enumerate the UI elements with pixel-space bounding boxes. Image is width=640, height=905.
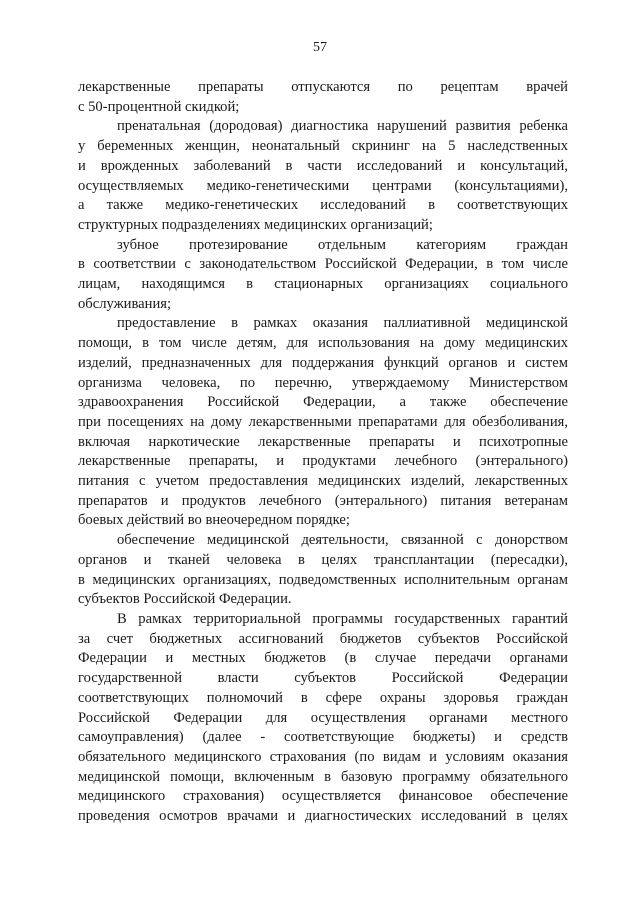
text-line: органов и тканей человека в целях трансплантации (пересадки), xyxy=(78,551,568,568)
text-line: субъектов Российской Федерации. xyxy=(78,591,292,608)
page-number: 57 xyxy=(313,40,327,55)
text-line: включая наркотические лекарственные препараты и психотропные xyxy=(78,433,568,450)
text-line: боевых действий во внеочередном порядке; xyxy=(78,512,350,529)
text-line: Российской Федерации для осуществления органами местного xyxy=(78,709,568,726)
text-line: В рамках территориальной программы государственных гарантий xyxy=(117,610,568,627)
text-line: лекарственные препараты отпускаются по рецептам врачей xyxy=(78,79,568,95)
text-line: за счет бюджетных ассигнований бюджетов субъектов Российской xyxy=(78,630,568,647)
text-line: пренатальная (дородовая) диагностика нарушений развития ребенка xyxy=(117,118,568,135)
text-line: предоставление в рамках оказания паллиативной медицинской xyxy=(117,315,568,332)
text-line: питания с учетом предоставления медицинских изделий, лекарственных xyxy=(78,473,568,490)
text-line: зубное протезирование отдельным категориям граждан xyxy=(117,236,568,253)
text-line: в медицинских организациях, подведомственных исполнительным органам xyxy=(78,571,568,588)
text-line: с 50-процентной скидкой; xyxy=(78,98,240,115)
text-line: а также медико-генетических исследований в соответствующих xyxy=(78,197,568,214)
text-line: у беременных женщин, неонатальный скрининг на 5 наследственных xyxy=(78,138,568,155)
text-line: и врожденных заболеваний в части исследований и консультаций, xyxy=(78,157,568,174)
text-line: государственной власти субъектов Российской Федерации xyxy=(78,670,568,687)
text-line: обеспечение медицинской деятельности, связанной с донорством xyxy=(117,532,568,549)
text-line: при посещениях на дому лекарственными препаратами для обезболивания, xyxy=(78,413,568,430)
text-line: обслуживания; xyxy=(78,295,172,312)
text-line: Федерации и местных бюджетов (в случае передачи органами xyxy=(78,650,568,667)
text-line: медицинской помощи, включенным в базовую программу обязательного xyxy=(78,768,568,785)
text-line: обязательного медицинского страхования (по видам и условиям оказания xyxy=(78,748,568,765)
text-line: здравоохранения Российской Федерации, а также обеспечение xyxy=(78,394,568,411)
text-line: медицинского страхования) осуществляется финансовое обеспечение xyxy=(78,788,568,805)
text-line: лекарственные препараты, и продуктами лечебного (энтерального) xyxy=(78,453,568,470)
text-line: препаратов и продуктов лечебного (энтерального) питания ветеранам xyxy=(78,492,568,509)
text-line: организма человека, по перечню, утверждаемому Министерством xyxy=(78,374,568,391)
text-line: в соответствии с законодательством Российской Федерации, в том числе xyxy=(78,256,568,273)
text-line: самоуправления) (далее - соответствующие бюджеты) и средств xyxy=(78,729,568,746)
text-line: структурных подразделениях медицинских организаций; xyxy=(78,216,433,233)
text-line: осуществляемых медико-генетическими центрами (консультациями), xyxy=(78,177,568,194)
text-line: проведения осмотров врачами и диагностических исследований в целях xyxy=(78,808,568,825)
text-line: лицам, находящимся в стационарных организациях социального xyxy=(78,276,568,293)
text-line: изделий, предназначенных для поддержания функций органов и систем xyxy=(78,354,568,371)
body-text xyxy=(78,78,568,827)
text-line: соответствующих полномочий в сфере охраны здоровья граждан xyxy=(78,689,568,706)
text-line: помощи, в том числе детям, для использования на дому медицинских xyxy=(78,335,568,352)
